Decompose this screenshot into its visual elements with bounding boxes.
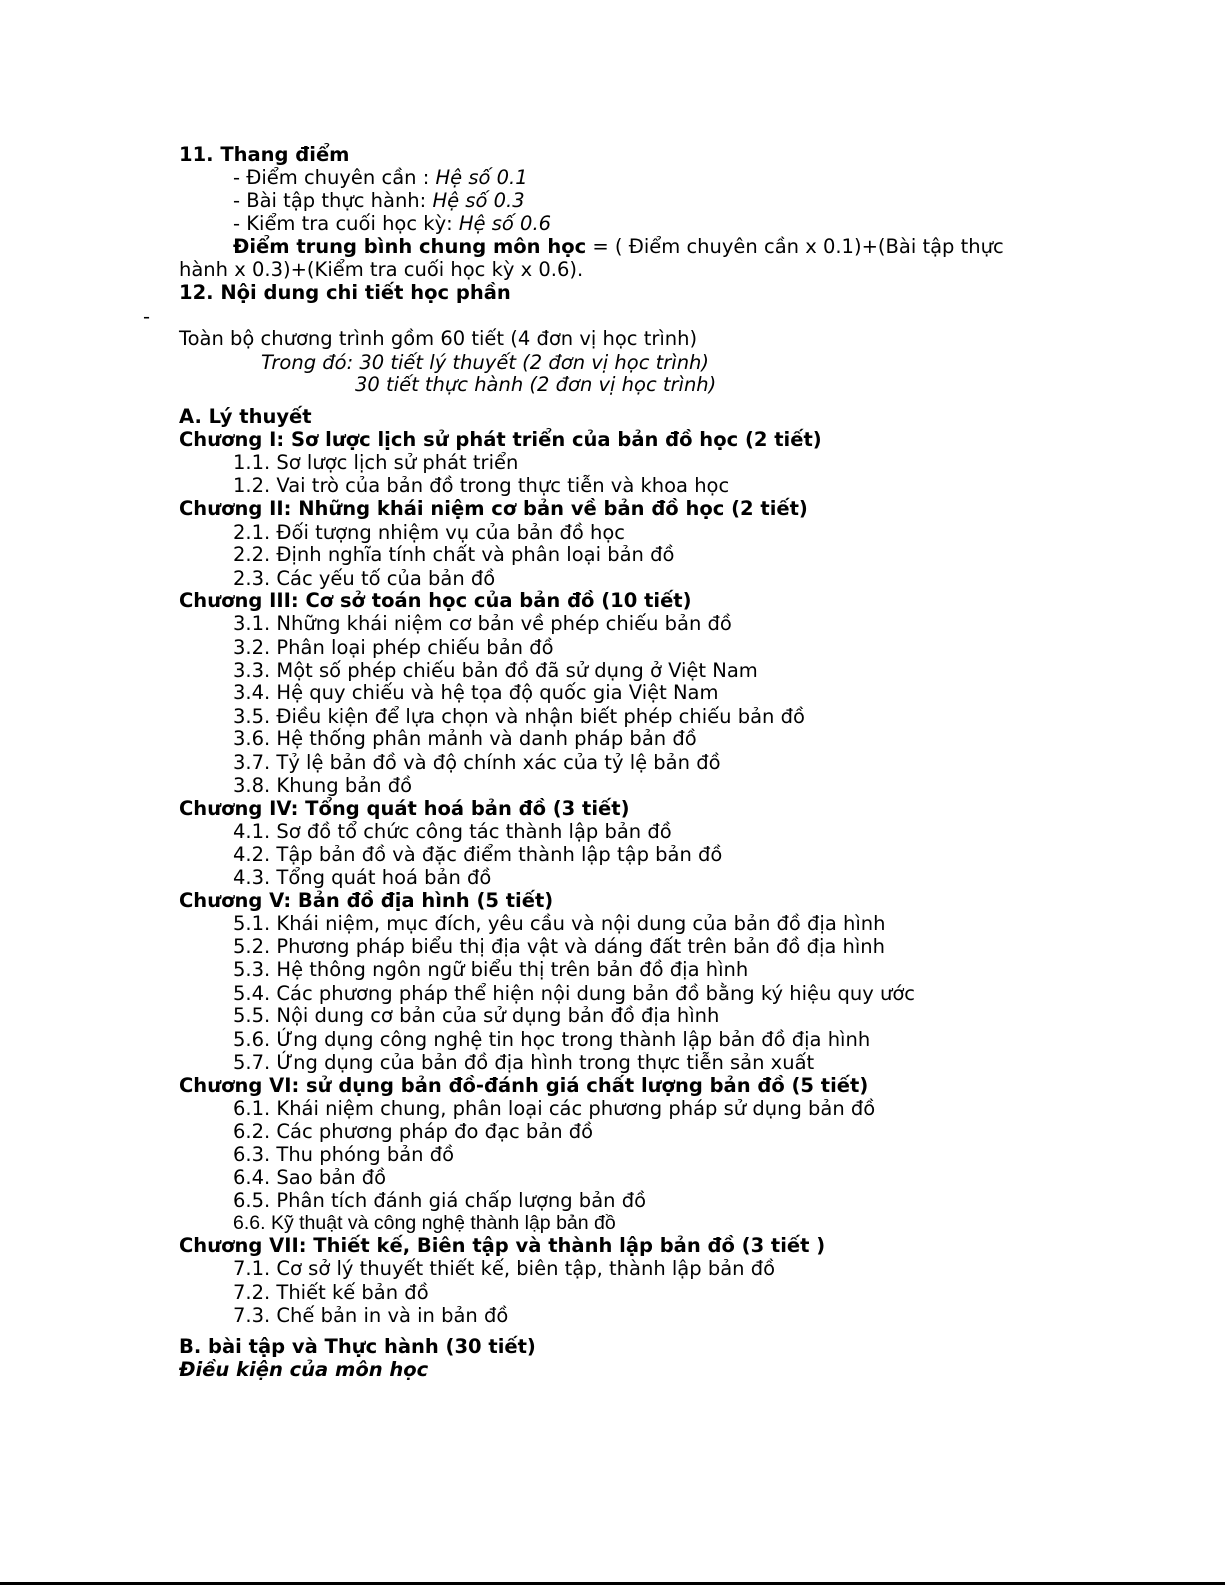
chapter-item: 7.2. Thiết kế bản đồ [233,1281,429,1304]
program-detail-theory: Trong đó: 30 tiết lý thuyết (2 đơn vị học trình) [261,351,710,374]
chapter-item: 6.1. Khái niệm chung, phân loại các phương pháp sử dụng bản đồ [233,1097,876,1120]
part-b-heading: B. bài tập và Thực hành (30 tiết) [179,1335,536,1358]
chapter-item: 1.1. Sơ lược lịch sử phát triển [233,451,519,474]
chapter-title: Chương IV: Tổng quát hoá bản đồ (3 tiết) [179,797,630,820]
section-12-heading: 12. Nội dung chi tiết học phần [179,281,511,304]
chapter-item: 2.1. Đối tượng nhiệm vụ của bản đồ học [233,521,625,544]
chapter-item: 5.5. Nội dung cơ bản của sử dụng bản đồ địa hình [233,1004,720,1027]
chapter-item: 5.7. Ứng dụng của bản đồ địa hình trong thực tiễn sản xuất [233,1051,815,1074]
chapter-item: 3.4. Hệ quy chiếu và hệ tọa độ quốc gia Việt Nam [233,681,719,704]
chapter-item: 5.2. Phương pháp biểu thị địa vật và dáng đất trên bản đồ địa hình [233,935,886,958]
average-formula-line2: hành x 0.3)+(Kiểm tra cuối học kỳ x 0.6). [179,258,584,281]
chapter-title: Chương I: Sơ lược lịch sử phát triển của bản đồ học (2 tiết) [179,428,822,451]
chapter-item: 3.6. Hệ thống phân mảnh và danh pháp bản đồ [233,727,697,750]
program-total: Toàn bộ chương trình gồm 60 tiết (4 đơn vị học trình) [179,327,698,350]
chapter-item: 2.3. Các yếu tố của bản đồ [233,567,496,590]
chapter-item: 5.3. Hệ thông ngôn ngữ biểu thị trên bản đồ địa hình [233,958,749,981]
chapter-item: 6.2. Các phương pháp đo đạc bản đồ [233,1120,594,1143]
chapter-item: 3.2. Phân loại phép chiếu bản đồ [233,636,554,659]
chapter-item: 3.1. Những khái niệm cơ bản về phép chiếu bản đồ [233,612,732,635]
grading-item-final-exam: - Kiểm tra cuối học kỳ: Hệ số 0.6 [233,212,552,235]
section-11-heading: 11. Thang điểm [179,143,350,166]
chapter-title: Chương III: Cơ sở toán học của bản đồ (10 tiết) [179,589,692,612]
chapter-item: 4.1. Sơ đồ tổ chức công tác thành lập bản đồ [233,820,672,843]
chapter-item: 7.3. Chế bản in và in bản đồ [233,1304,509,1327]
chapter-item: 6.6. Kỹ thuật và công nghệ thành lập bản đồ [233,1212,616,1234]
chapter-title: Chương VII: Thiết kế, Biên tập và thành lập bản đồ (3 tiết ) [179,1234,826,1257]
chapter-item: 5.1. Khái niệm, mục đích, yêu cầu và nội dung của bản đồ địa hình [233,912,886,935]
grading-item-practice: - Bài tập thực hành: Hệ số 0.3 [233,189,525,212]
chapter-item: 4.2. Tập bản đồ và đặc điểm thành lập tập bản đồ [233,843,723,866]
course-conditions-heading: Điều kiện của môn học [179,1358,429,1381]
average-formula-line1: Điểm trung bình chung môn học = ( Điểm chuyên cần x 0.1)+(Bài tập thực [233,235,1004,258]
chapter-item: 1.2. Vai trò của bản đồ trong thực tiễn và khoa học [233,474,730,497]
chapter-item: 3.8. Khung bản đồ [233,774,413,797]
part-a-heading: A. Lý thuyết [179,405,312,428]
stray-dash: - [143,305,151,328]
chapter-item: 3.3. Một số phép chiếu bản đồ đã sử dụng ở Việt Nam [233,659,758,682]
chapter-title: Chương V: Bản đồ địa hình (5 tiết) [179,889,554,912]
chapter-item: 2.2. Định nghĩa tính chất và phân loại bản đồ [233,543,675,566]
chapter-item: 7.1. Cơ sở lý thuyết thiết kế, biên tập, thành lập bản đồ [233,1257,776,1280]
chapter-item: 3.5. Điều kiện để lựa chọn và nhận biết phép chiếu bản đồ [233,705,805,728]
chapter-title: Chương II: Những khái niệm cơ bản về bản đồ học (2 tiết) [179,497,808,520]
chapter-item: 6.4. Sao bản đồ [233,1166,387,1189]
chapter-item: 5.4. Các phương pháp thể hiện nội dung bản đồ bằng ký hiệu quy ước [233,982,916,1005]
chapter-item: 6.5. Phân tích đánh giá chấp lượng bản đồ [233,1189,647,1212]
program-detail-practice: 30 tiết thực hành (2 đơn vị học trình) [355,373,717,396]
chapter-item: 4.3. Tổng quát hoá bản đồ [233,866,492,889]
chapter-item: 5.6. Ứng dụng công nghệ tin học trong thành lập bản đồ địa hình [233,1028,871,1051]
chapter-item: 6.3. Thu phóng bản đồ [233,1143,455,1166]
chapter-item: 3.7. Tỷ lệ bản đồ và độ chính xác của tỷ lệ bản đồ [233,751,721,774]
chapter-title: Chương VI: sử dụng bản đồ-đánh giá chất lượng bản đồ (5 tiết) [179,1074,869,1097]
grading-item-attendance: - Điểm chuyên cần : Hệ số 0.1 [233,166,528,189]
